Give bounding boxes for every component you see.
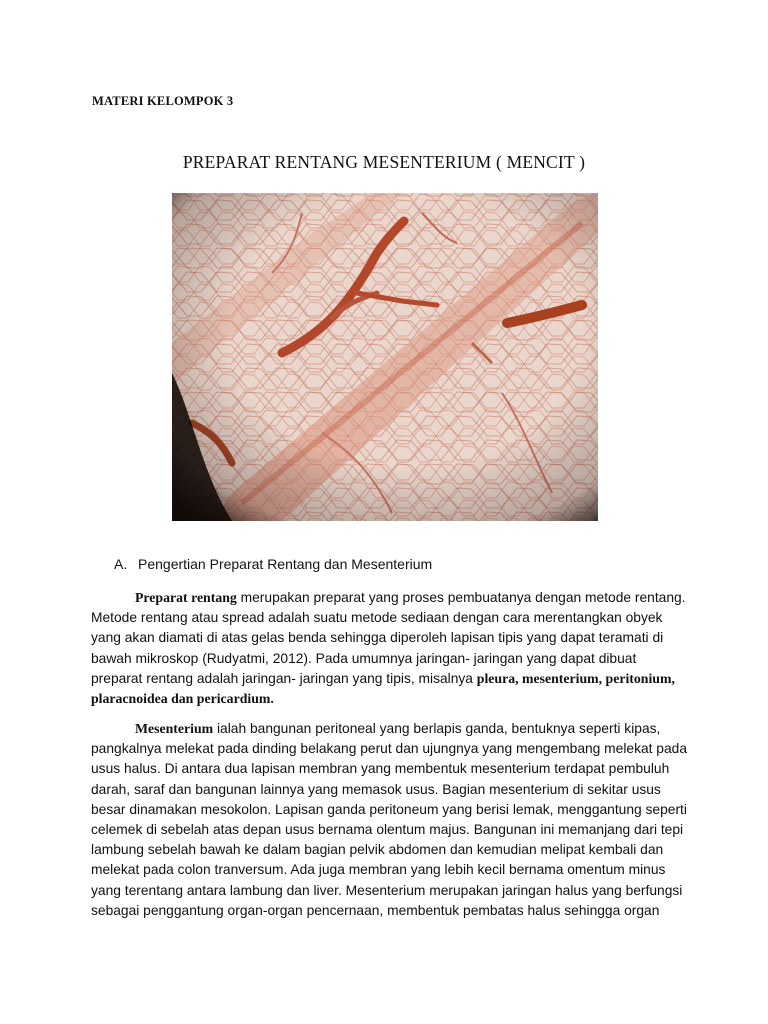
tissue-examples: pleura, mesenterium, peritonium, plaracnoidea dan pericardium. bbox=[91, 670, 675, 707]
term-preparat-rentang: Preparat rentang bbox=[135, 590, 237, 605]
section-title: Pengertian Preparat Rentang dan Mesenterium bbox=[138, 556, 433, 572]
document-title: PREPARAT RENTANG MESENTERIUM ( MENCIT ) bbox=[182, 152, 586, 172]
section-marker: A. bbox=[114, 556, 128, 572]
mesentery-micrograph bbox=[172, 193, 598, 521]
micrograph-image bbox=[172, 193, 598, 521]
paragraph2-text: ialah bangunan peritoneal yang berlapis ganda, bentuknya seperti kipas, pangkalnya melekat pada dinding belakang perut dan ujungnya yang mengembang melekat pada usus halus. Di antara dua lapisan membran yang membentuk mesenterium terdapat pembuluh darah, saraf dan bangunan lainnya yang memasok usus. Bagian mesenterium di sekitar usus besar dinamakan mesokolon. Lapisan ganda peritoneum yang berisi lemak, menggantung seperti celemek di sebelah atas depan usus bernama olentum majus. Bangunan ini memanjang dari tepi lambung sebelah bawah ke dalam bagian pelvik abdomen dan kemudian melipat kembali dan melekat pada colon tranversum. Ada juga membran yang lebih kecil bernama omentum minus yang terentang antara lambung dan liver. Mesenterium merupakan jaringan halus yang berfungsi sebagai penggantung organ-organ pencernaan, membentuk pembatas halus sehingga organ bbox=[91, 721, 688, 918]
section-a-heading bbox=[114, 556, 432, 572]
paragraph-mesenterium bbox=[91, 719, 691, 921]
paragraph1-text: merupakan preparat yang proses pembuatanya dengan metode rentang. Metode rentang atau spread adalah suatu metode sediaan dengan cara merentangkan obyek yang akan diamati di atas gelas benda sehingga diperoleh lapisan tipis yang dapat teramati di bawah mikroskop (Rudyatmi, 2012). Pada umumnya jaringan- jaringan yang dapat dibuat preparat rentang adalah jaringan- jaringan yang tipis, misalnya bbox=[91, 590, 686, 686]
paragraph-preparat-rentang bbox=[91, 588, 691, 709]
term-mesenterium: Mesenterium bbox=[135, 721, 214, 736]
group-label: MATERI KELOMPOK 3 bbox=[92, 94, 234, 108]
